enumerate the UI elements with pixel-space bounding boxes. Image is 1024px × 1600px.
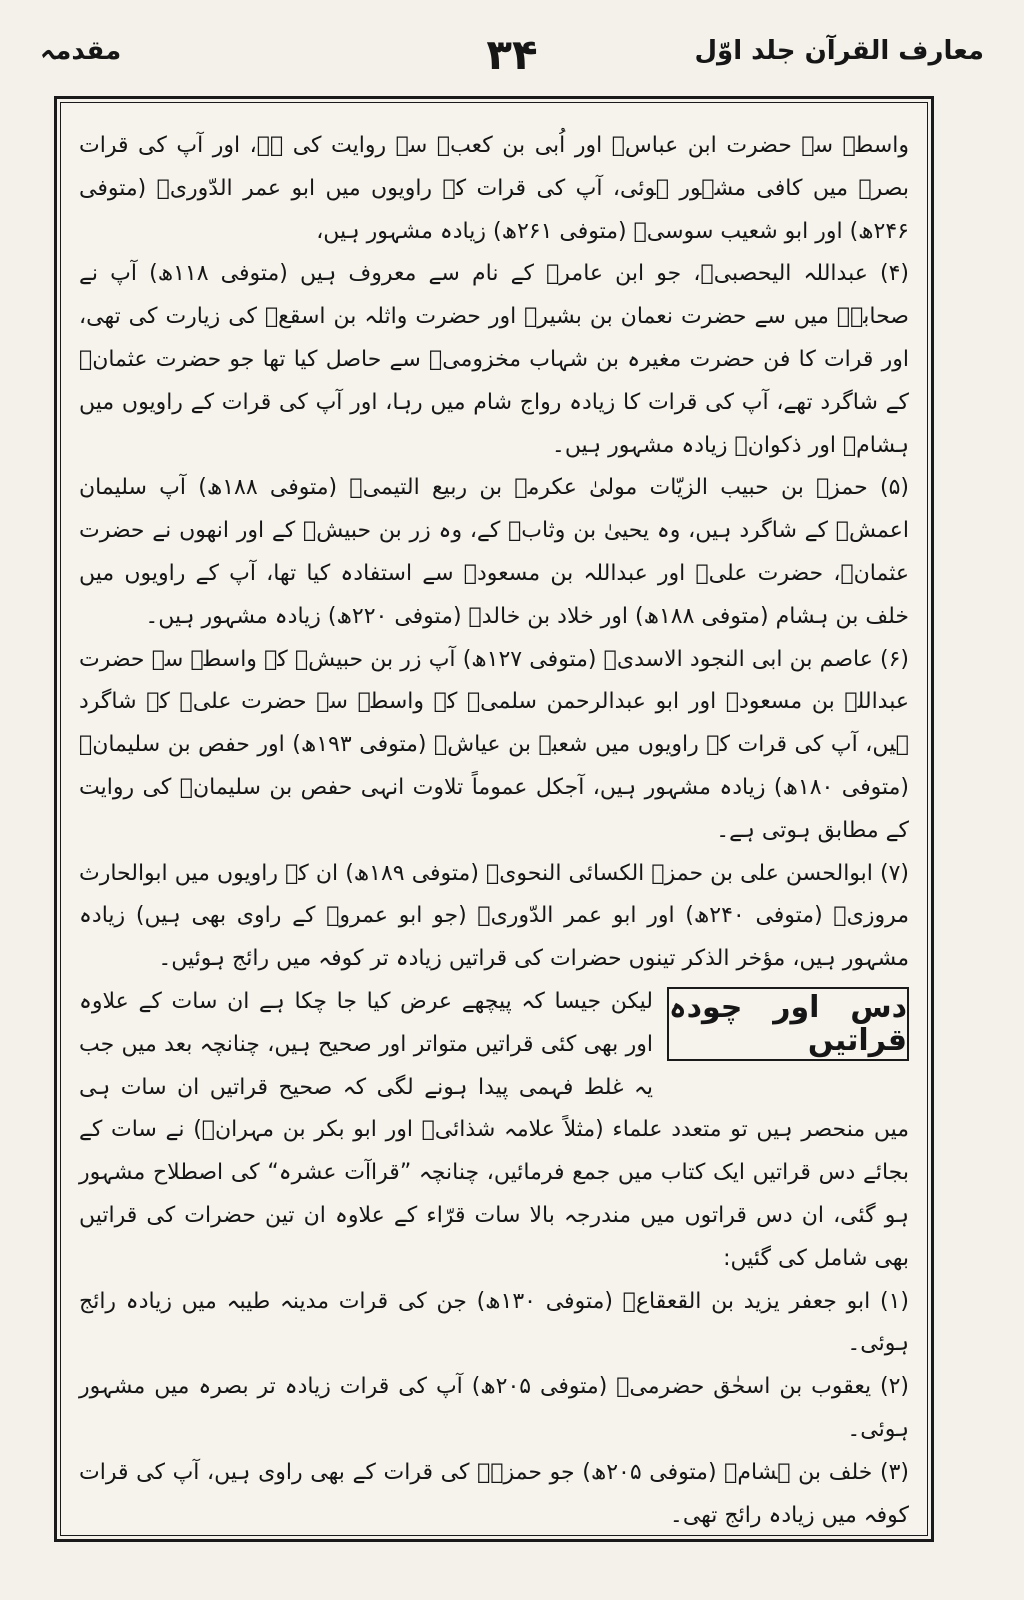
list-item-abu-jafar: (۱) ابو جعفر یزید بن القعقاعؒ (متوفی ۱۳۰ھ) جن کی قرات مدینہ طیبہ میں زیادہ رائج ہوئی۔	[79, 1288, 909, 1357]
section-title: مقدمہ	[40, 36, 122, 66]
book-title: معارف القرآن جلد اوّل	[694, 36, 984, 66]
paragraph-1: واسطہ سے حضرت ابن عباسؓ اور اُبی بن کعبؓ سے روایت کی ہے، اور آپ کی قرات بصرہ میں کافی مشہور ہوئی، آپ کی قرات کے راویوں میں ابو عمر الدّوریؒ (متوفی ۲۴۶ھ) اور ابو شعیب سوسیؒ (متوفی ۲۶۱ھ) زیادہ مشہور ہیں،	[79, 133, 909, 244]
list-item-khalaf: (۳) خلف بن ہشامؒ (متوفی ۲۰۵ھ) جو حمزہؒ کی قرات کے بھی راوی ہیں، آپ کی قرات کوفہ میں زیادہ رائج تھی۔	[79, 1459, 909, 1528]
paragraph-ten-qiraat: لیکن جیسا کہ پیچھے عرض کیا جا چکا ہے ان سات کے علاوہ اور بھی کئی قراتیں متواتر اور صحیح ہیں، چنانچہ بعد میں جب یہ غلط فہمی پیدا ہونے لگی کہ صحیح قراتیں ان سات ہی میں منحصر ہیں تو متعدد علماء (مثلاً علامہ شذائیؒ اور ابو بکر بن مہرانؒ) نے سات کے بجائے دس قراتیں ایک کتاب میں جمع فرمائیں، چنانچہ ”قراآت عشرہ“ کی اصطلاح مشہور ہو گئی، ان دس قراتوں میں مندرجہ بالا سات قرّاء کے علاوہ ان تین حضرات کی قراتیں بھی شامل کی گئیں:	[79, 988, 909, 1271]
running-head	[40, 30, 984, 90]
page-border-frame	[54, 96, 934, 1542]
paragraph-kisai: (۷) ابوالحسن علی بن حمزۃ الکسائی النحویؒ (متوفی ۱۸۹ھ) ان کے راویوں میں ابوالحارث مروزیؒ (متوفی ۲۴۰ھ) اور ابو عمر الدّوریؒ (جو ابو عمروؒ کے راوی بھی ہیں) زیادہ مشہور ہیں، مؤخر الذکر تینوں حضرات کی قراتیں زیادہ تر کوفہ میں رائج ہوئیں۔	[79, 860, 909, 972]
paragraph-asim: (۶) عاصم بن ابی النجود الاسدیؒ (متوفی ۱۲۷ھ) آپ زر بن حبیشؒ کے واسطہ سے حضرت عبداللہ بن مسعودؓ اور ابو عبدالرحمن سلمیؒ کے واسطہ سے حضرت علیؓ کے شاگرد ہیں، آپ کی قرات کے راویوں میں شعبہ بن عیاشؒ (متوفی ۱۹۳ھ) اور حفص بن سلیمانؒ (متوفی ۱۸۰ھ) زیادہ مشہور ہیں، آجکل عموماً تلاوت انہی حفص بن سلیمانؒ کی روایت کے مطابق ہوتی ہے۔	[79, 646, 910, 843]
side-heading-box	[667, 987, 909, 1061]
side-heading: دس اور چودہ قراتیں	[669, 989, 907, 1058]
paragraph-hamzah: (۵) حمزۃ بن حبیب الزیّات مولیٰ عکرمہ بن ربیع التیمیؒ (متوفی ۱۸۸ھ) آپ سلیمان اعمشؒ کے شاگرد ہیں، وہ یحییٰ بن وثابؒ کے، وہ زر بن حبیشؒ کے اور انھوں نے حضرت عثمانؓ، حضرت علیؓ اور عبداللہ بن مسعودؓ سے استفادہ کیا تھا، آپ کے راویوں میں خلف بن ہشام (متوفی ۱۸۸ھ) اور خلاد بن خالدؒ (متوفی ۲۲۰ھ) زیادہ مشہور ہیں۔	[79, 475, 910, 629]
page-number: ۳۴	[486, 30, 538, 79]
list-item-yaqub: (۲) یعقوب بن اسحٰق حضرمیؒ (متوفی ۲۰۵ھ) آپ کی قرات زیادہ تر بصرہ میں مشہور ہوئی۔	[79, 1374, 910, 1442]
body-text	[79, 125, 910, 1528]
paragraph-ibn-amir: (۴) عبداللہ الیحصبیؒ، جو ابن عامرؒ کے نام سے معروف ہیں (متوفی ۱۱۸ھ) آپ نے صحابہؓ میں سے حضرت نعمان بن بشیرؓ اور حضرت واثلہ بن اسقعؓ کی زیارت کی تھی، اور قرات کا فن حضرت مغیرہ بن شہاب مخزومیؒ سے حاصل کیا تھا جو حضرت عثمانؓ کے شاگرد تھے، آپ کی قرات کا زیادہ رواج شام میں رہا، اور آپ کی قرات کے راویوں میں ہشامؒ اور ذکوانؒ زیادہ مشہور ہیں۔	[79, 261, 909, 458]
